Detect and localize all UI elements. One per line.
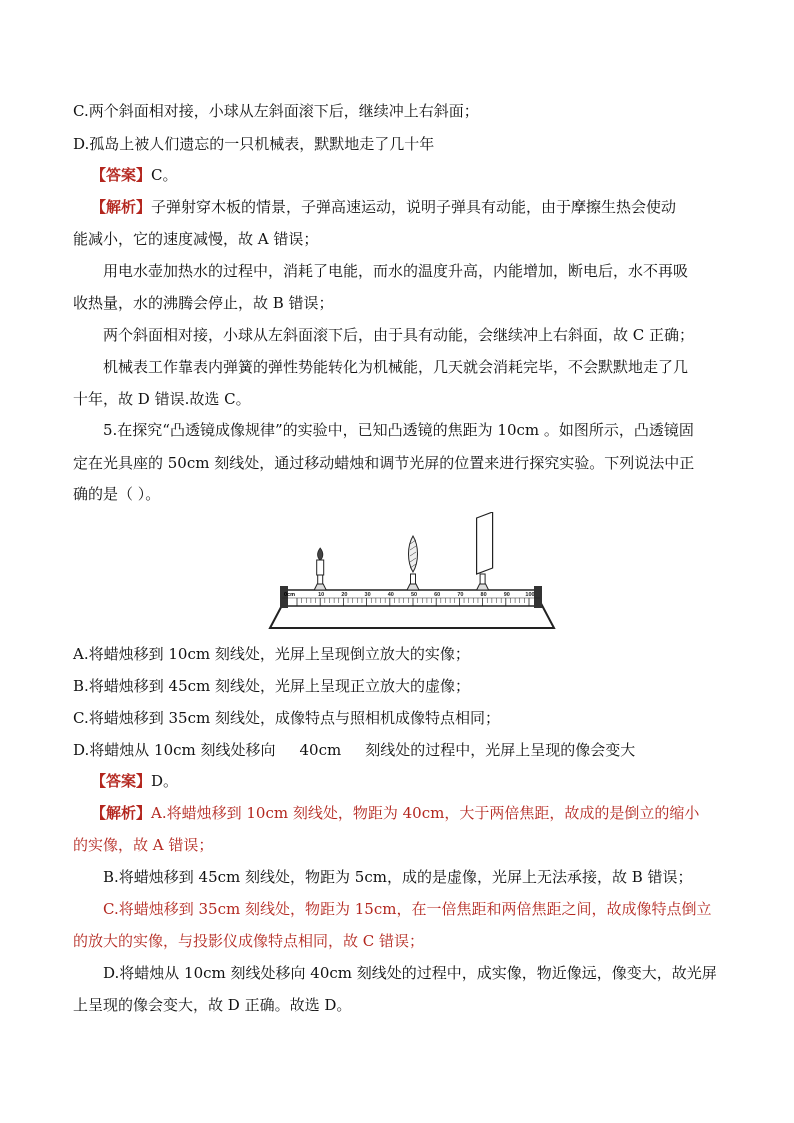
answer-tag: 【答案】 [91,772,152,790]
holder-base [314,584,326,590]
q4-answer [91,164,178,186]
q5-explanation-line-3: B.将蜡烛移到 45cm 刻线处，物距为 5cm，成的是虚像，光屏上无法承接，故 B 错误； [103,868,693,886]
q5-explanation-line-5: 的放大的实像，与投影仪成像特点相同，故 C 错误； [73,932,425,950]
q4-explanation-line-4: 收热量，水的沸腾会停止，故 B 错误； [73,294,334,312]
q5-stem-line-2: 定在光具座的 50cm 刻线处，通过移动蜡烛和调节光屏的位置来进行探究实验。下列说法中正 [73,454,695,472]
q4-explanation-line-5: 两个斜面相对接，小球从左斜面滚下后，由于具有动能，会继续冲上右斜面，故 C 正确； [103,326,695,344]
q5-option-c: C.将蜡烛移到 35cm 刻线处，成像特点与照相机成像特点相同； [73,709,500,727]
answer-value: D。 [151,772,179,790]
q4-explanation-line-1: 【解析】子弹射穿木板的情景，子弹高速运动，说明子弹具有动能，由于摩擦生热会使动 [91,198,677,216]
holder-base [407,584,419,590]
q5-option-a: A.将蜡烛移到 10cm 刻线处，光屏上呈现倒立放大的实像； [73,645,470,663]
q5-option-b: B.将蜡烛移到 45cm 刻线处，光屏上呈现正立放大的虚像； [73,677,471,695]
q4-explanation-line-7: 十年，故 D 错误.故选 C。 [73,390,251,408]
q5-explanation-line-4: C.将蜡烛移到 35cm 刻线处，物距为 15cm，在一倍焦距和两倍焦距之间，故成像特点倒立 [103,900,712,918]
explanation-tag: 【解析】 [91,804,152,822]
answer-value: C。 [151,166,178,184]
ruler-label: 80 [480,592,487,598]
q5-explanation-line-7: 上呈现的像会变大，故 D 正确。故选 D。 [73,996,352,1014]
ruler-label: 30 [364,592,371,598]
ruler-label: 50 [410,592,418,598]
optical-bench-figure [268,512,556,630]
candle [314,548,326,590]
ruler-label: 100 [525,592,535,598]
q5-explanation-line-6: D.将蜡烛从 10cm 刻线处移向 40cm 刻线处的过程中，成实像，物近像远，像变大，故光屏 [103,964,717,982]
ruler-label: 40 [387,592,394,598]
q4-explanation-line-2: 能减小，它的速度减慢，故 A 错误； [73,230,319,248]
right-end-stop [534,586,542,608]
ruler-start-label: 0cm [284,592,296,598]
q5-option-d: D.将蜡烛从 10cm 刻线处移向 40cm 刻线处的过程中，光屏上呈现的像会变大 [73,741,636,759]
q4-explanation-line-6: 机械表工作靠表内弹簧的弹性势能转化为机械能，几天就会消耗完毕，不会默默地走了几 [103,358,689,376]
q5-explanation-line-2: 的实像，故 A 错误； [73,836,214,854]
q4-explanation-line-3: 用电水壶加热水的过程中，消耗了电能，而水的温度升高，内能增加，断电后，水不再吸 [103,262,689,280]
q5-explanation-line-1: 【解析】A.将蜡烛移到 10cm 刻线处，物距为 40cm，大于两倍焦距，故成的是倒立的缩小 [91,804,700,822]
ruler-label: 10 [318,592,325,598]
convex-lens [407,536,419,590]
q4-option-c: C.两个斜面相对接，小球从左斜面滚下后，继续冲上右斜面； [73,102,479,120]
screen-panel [477,512,493,574]
light-screen [477,512,493,590]
ruler-label: 70 [457,592,464,598]
ruler-label: 60 [434,592,441,598]
q5-answer [91,770,178,792]
q5-stem-line-3: 确的是（ ）。 [73,485,161,503]
candle-body [317,560,324,575]
q4-option-d: D.孤岛上被人们遗忘的一只机械表，默默地走了几十年 [73,135,435,153]
candle-flame [318,548,323,560]
q5-stem-line-1: 5.在探究“凸透镜成像规律”的实验中，已知凸透镜的焦距为 10cm 。如图所示，凸透镜固 [103,421,694,439]
ruler-label: 90 [503,592,510,598]
explanation-tag: 【解析】 [91,198,152,216]
holder-base [477,584,489,590]
answer-tag: 【答案】 [91,166,152,184]
ruler-label: 20 [341,592,348,598]
